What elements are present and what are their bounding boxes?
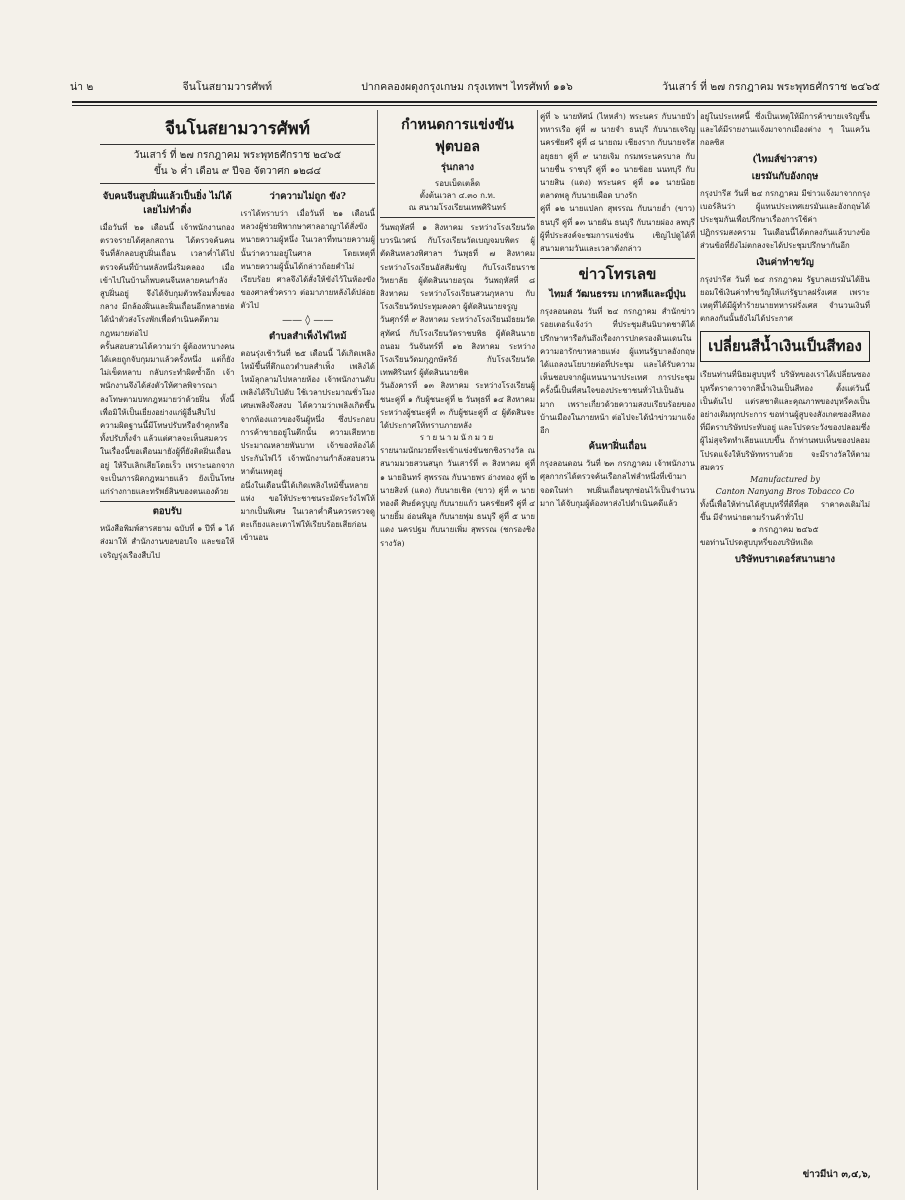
column-divider — [697, 110, 698, 1190]
article-body: รายนามนักมวยที่จะเข้าแข่งขันชกชิงรางวัล ณ สนามมวยสวนสนุก วันเสาร์ที่ ๓ สิงหาคม คู่ที่ ๑ นายอินทร์ สุพรรณ กับนายพร อ่างทอง คู่ที่ ๒ นายสิงห์ (แดง) กับนายเชิด (ขาว) คู่ที่ ๓ นายทองดี ศิษย์ครูบุญ กับนายแก้ว นครชัยศรี คู่ที่ ๔ นายยิ้ม อ่อนพิมูล กับนายพุ่ม ธนบุรี คู่ที่ ๕ นายแดง นครปฐม กับนายเพิ่ม สุพรรณ (ชกรองชิงรางวัล) — [380, 446, 535, 548]
page-number: น่า ๒ — [70, 81, 94, 93]
header-rule-thick — [72, 101, 877, 103]
article-body: ครั้นสอบสวนได้ความว่า ผู้ต้องหาบางคนได้เคยถูกจับกุมมาแล้วครั้งหนึ่ง แต่ก็ยังไม่เข็ดหลาบ กลับกระทำผิดซ้ำอีก เจ้าพนักงานจึงได้ส่งตัวให้ศาลพิจารณาลงโทษตามบทกฎหมายว่าด้วยฝิ่น ทั้งนี้เพื่อมิให้เป็นเยี่ยงอย่างแก่ผู้อื่นสืบไป ความผิดฐานนี้มีโทษปรับหรือจำคุกหรือทั้งปรับทั้งจำ แล้วแต่ศาลจะเห็นสมควร — [100, 341, 235, 444]
news-heading: ค้นหาฝิ่นเถื่อน — [588, 441, 647, 453]
divider — [380, 217, 535, 218]
news-heading: ข่าวโทรเลข — [578, 265, 657, 284]
page-header — [70, 78, 880, 95]
column-divider — [377, 110, 378, 1190]
venue-label: รอบเบ็ดเตล็ด — [434, 179, 481, 188]
divider — [540, 258, 695, 259]
article-body: คู่ที่ ๑๒ นายแปลก สุพรรณ กับนายอ่ำ (ขาว) ธนบุรี คู่ที่ ๑๓ นายผัน ธนบุรี กับนายผ่อง ลพบุรี ผู้ที่ประสงค์จะชมการแข่งขัน เชิญไปดูได้ที่สนามตามวันและเวลาดังกล่าว — [540, 204, 695, 254]
advertisement-body: ขอท่านโปรดสูบบุหรี่ของบริษัทเถิด — [700, 538, 813, 548]
maker-label: Manufactured by — [750, 475, 820, 485]
article-body: อนึ่งในเดือนนี้ได้เกิดเพลิงไหม้ขึ้นหลายแห่ง ขอให้ประชาชนระมัดระวังไฟให้มากเป็นพิเศษ ในเวลาค่ำคืนควรตรวจดูตะเกียงและเตาไฟให้เรียบร้อยเสียก่อนเข้านอน — [240, 480, 375, 543]
article-body: กรุงปารีส วันที่ ๒๔ กรกฎาคม รัฐบาลเยรมันได้ยินยอมใช้เงินค่าทำขวัญให้แก่รัฐบาลฝรั่งเศส เพราะเหตุที่ได้มีผู้ทำร้ายนายทหารฝรั่งเศส จำนวนเงินที่ตกลงกันนั้นยังไม่ได้ประกาศ — [700, 274, 870, 324]
article-body: เราได้ทราบว่า เมื่อวันที่ ๒๑ เดือนนี้ หลวงผู้ช่วยพิพากษาศาลอาญาได้สั่งขังทนายความผู้หนึ่ง ในเวลาที่ทนายความผู้นั้นว่าความอยู่ในศาล โดยเหตุที่ทนายความผู้นั้นได้กล่าวถ้อยคำไม่เรียบร้อย ศาลจึงได้สั่งให้ขังไว้ในห้องขังของศาลชั่วคราว ต่อมาภายหลังได้ปล่อยตัวไป — [240, 209, 375, 311]
header-paper-title: จีนโนสยามวารศัพท์ — [182, 81, 273, 93]
masthead: จีนโนสยามวารศัพท์ — [165, 119, 310, 139]
column-1 — [100, 110, 375, 562]
header-printer: ปากคลองผดุงกรุงเกษม กรุงเทพฯ ไทรศัพท์ ๑๑๖ — [361, 81, 573, 93]
time-label: ตั้งต้นเวลา ๔.๓๐ ก.ท. — [419, 191, 496, 200]
column-divider — [537, 110, 538, 1190]
article-body: วันอังคารที่ ๑๓ สิงหาคม ระหว่างโรงเรียนผู้ชนะคู่ที่ ๑ กับผู้ชนะคู่ที่ ๒ วันพุธที่ ๑๔ สิงหาคม ระหว่างผู้ชนะคู่ที่ ๓ กับผู้ชนะคู่ที่ ๔ ผู้ตัดสินจะได้ประกาศให้ทราบภายหลัง — [380, 381, 535, 431]
article-body: ตอนรุ่งเช้าวันที่ ๒๕ เดือนนี้ ได้เกิดเพลิงไหม้ขึ้นที่ตึกแถวตำบลสำเพ็ง เพลิงได้ไหม้ลุกลามไปหลายห้อง เจ้าพนักงานดับเพลิงได้รีบไปดับ ใช้เวลาประมาณชั่วโมงเศษเพลิงจึงสงบ ได้ความว่าเพลิงเกิดขึ้นจากห้องแถวของจีนผู้หนึ่ง ซึ่งประกอบการค้าขายอยู่ในตึกนั้น ความเสียหายประมาณหลายพันบาท เจ้าของห้องได้ประกันไฟไว้ เจ้าพนักงานกำลังสอบสวนหาต้นเหตุอยู่ — [240, 348, 375, 477]
advertisement-date: ๑ กรกฎาคม ๒๔๖๕ — [751, 525, 819, 535]
issue-date: วันเสาร์ ที่ ๒๗ กรกฎาคม พระพุทธศักราช ๒๔๖๕ — [133, 150, 342, 161]
article-body: ในเรื่องนี้ขอเตือนมายังผู้ที่ยังติดฝิ่นเถื่อนอยู่ ให้รีบเลิกเสียโดยเร็ว เพราะนอกจากจะเป็นการผิดกฎหมายแล้ว ยังเป็นโทษแก่ร่างกายและทรัพย์สินของตนเองด้วย — [100, 447, 235, 497]
divider — [100, 144, 375, 145]
column-3 — [540, 110, 695, 510]
article-body: หนังสือพิมพ์สารสยาม ฉบับที่ ๑ ปีที่ ๑ ได้ส่งมาให้ สำนักงานขอขอบใจ และขอให้เจริญรุ่งเรืองสืบไป — [100, 524, 235, 560]
maker-name: Canton Nanyang Bros Tobacco Co — [715, 487, 855, 497]
article-heading: กำหนดการแข่งขัน ฟุตบอล — [401, 117, 514, 155]
header-date: วันเสาร์ ที่ ๒๗ กรกฎาคม พระพุทธศักราช ๒๔๖๕ — [662, 81, 880, 93]
divider — [100, 501, 235, 502]
article-heading: (ไทมส์ข่าวสาร) — [752, 153, 818, 165]
lunar-date: ขึ้น ๖ ค่ำ เดือน ๙ ปีจอ จัตวาศก ๑๒๘๔ — [153, 166, 322, 177]
article-subheading: รุ่นกลาง — [440, 162, 475, 173]
news-subheading: ไทมส์ วัฒนธรรม เกาหลีและญี่ปุ่น — [549, 289, 686, 301]
advertisement-title: เปลี่ยนสีน้ำเงินเป็นสีทอง — [700, 331, 870, 362]
article-body: กรุงปารีส วันที่ ๒๔ กรกฎาคม มีข่าวแจ้งมาจากกรุงเบอร์ลินว่า ผู้แทนประเทศเยรมันและอังกฤษได้ประชุมกันเพื่อปรึกษาเรื่องการใช้ค่าปฏิกรรมสงคราม ในเดือนนี้ได้ตกลงกันแล้วบางข้อ ส่วนข้อที่ยังไม่ตกลงจะได้ประชุมปรึกษากันอีก — [700, 188, 870, 251]
section-divider: รายนามนักมวย — [419, 433, 496, 443]
article-heading: ตำบลสำเพ็งไฟไหม้ — [269, 330, 347, 342]
article-body: คู่ที่ ๖ นายทัศน์ (ไหหลำ) พระนคร กับนายบัว ทหารเรือ คู่ที่ ๗ นายจำ ธนบุรี กับนายเจริญ นครชัยศรี คู่ที่ ๘ นายถม เชียงราก กับนายจรัส อยุธยา คู่ที่ ๙ นายเจิม กรมพระนครบาล กับนายชื่น ราชบุรี คู่ที่ ๑๐ นายช้อย นนทบุรี กับนายสิน (แดง) พระนคร คู่ที่ ๑๑ นายน้อย ตลาดพลู กับนายเผือด บางรัก — [540, 112, 695, 201]
column-2 — [380, 110, 535, 550]
advertisement-body: เรียนท่านที่นิยมสูบบุหรี่ บริษัทของเราได้เปลี่ยนซองบุหรี่ตราดาวจากสีน้ำเงินเป็นสีทอง ตั้งแต่วันนี้เป็นต้นไป แต่รสชาติและคุณภาพของบุหรี่คงเป็นอย่างเดิมทุกประการ ขอท่านผู้สูบจงสังเกตซองสีทองที่มีตราบริษัทประทับอยู่ และโปรดระวังของปลอมซึ่งผู้ไม่สุจริตทำเลียนแบบขึ้น ถ้าท่านพบเห็นของปลอมโปรดแจ้งให้บริษัททราบด้วย จะมีรางวัลให้ตามสมควร — [700, 370, 870, 472]
place-label: ณ สนามโรงเรียนเทพศิรินทร์ — [408, 203, 507, 212]
column-4 — [700, 110, 870, 570]
article-heading: ว่าความไม่ถูก ขัง? — [269, 191, 346, 202]
article-heading: จับคนจีนสูบฝิ่นแล้วเป็นยิ่ง ไม่ได้เลยไม่ทำดิ่ง — [102, 191, 232, 216]
advertisement-body: ทั้งนี้เพื่อให้ท่านได้สูบบุหรี่ที่ดีที่สุด ราคาคงเดิมไม่ขึ้น มีจำหน่ายตามร้านค้าทั่วไป — [700, 500, 870, 523]
header-rule-thin — [72, 105, 877, 106]
article-body: วันพฤหัสที่ ๑ สิงหาคม ระหว่างโรงเรียนวัดบวรนิเวศน์ กับโรงเรียนวัดเบญจมบพิตร ผู้ตัดสินหลวงพิศาลฯ วันพุธที่ ๗ สิงหาคม ระหว่างโรงเรียนอัสสัมชัญ กับโรงเรียนราชวิทยาลัย ผู้ตัดสินนายอรุณ วันพฤหัสที่ ๘ สิงหาคม ระหว่างโรงเรียนสวนกุหลาบ กับโรงเรียนวัดประทุมคงคา ผู้ตัดสินนายจรูญ — [380, 223, 535, 312]
divider — [100, 183, 375, 184]
ornament: —— ◊ —— — [282, 314, 334, 326]
article-heading: เยรมันกับอังกฤษ — [751, 170, 819, 182]
article-heading: ตอบรับ — [152, 506, 182, 518]
column-1-right — [241, 187, 376, 562]
continued-note: ข่าวมีน่า ๓,๔,๖, — [802, 1169, 871, 1180]
company-name: บริษัทบราเดอร์สนานยาง — [734, 553, 835, 565]
article-body: เมื่อวันที่ ๒๑ เดือนนี้ เจ้าพนักงานกองตรวจรายได้ศุลกสถาน ได้ตรวจค้นคนจีนที่ลักลอบสูบฝิ่นเถื่อน เวลาค่ำได้ไปตรวจค้นที่บ้านหลังหนึ่งริมคลอง เมื่อเข้าไปในบ้านก็พบคนจีนหลายคนกำลังสูบฝิ่นอยู่ จึงได้จับกุมตัวพร้อมทั้งของกลาง มีกล้องฝิ่นและฝิ่นเถื่อนอีกหลายห่อ ได้นำตัวส่งโรงพักเพื่อดำเนินคดีตามกฎหมายต่อไป — [100, 223, 235, 338]
article-body: วันศุกร์ที่ ๙ สิงหาคม ระหว่างโรงเรียนมัธยมวัดสุทัศน์ กับโรงเรียนวัดราชบพิธ ผู้ตัดสินนายถนอม วันจันทร์ที่ ๑๒ สิงหาคม ระหว่างโรงเรียนวัดมกุฎกษัตริย์ กับโรงเรียนวัดเทพศิรินทร์ ผู้ตัดสินนายชิต — [380, 315, 535, 378]
column-1-left — [100, 187, 235, 562]
article-body: กรุงลอนดอน วันที่ ๒๓ กรกฎาคม เจ้าพนักงานศุลกากรได้ตรวจค้นเรือกลไฟลำหนึ่งที่เข้ามาจอดในท่า พบฝิ่นเถื่อนซุกซ่อนไว้เป็นจำนวนมาก ได้จับกุมผู้ต้องหาส่งไปดำเนินคดีแล้ว — [540, 459, 695, 508]
article-body: กรุงลอนดอน วันที่ ๒๔ กรกฎาคม สำนักข่าวรอยเตอร์แจ้งว่า ที่ประชุมสันนิบาตชาติได้ปรึกษาหารือกันถึงเรื่องการปกครองดินแดนในความอารักขาหลายแห่ง ผู้แทนรัฐบาลอังกฤษได้แถลงนโยบายต่อที่ประชุม และได้รับความเห็นชอบจากผู้แทนนานาประเทศ การประชุมครั้งนี้เป็นที่สนใจของประชาชนทั่วไปเป็นอันมาก เพราะเกี่ยวด้วยความสงบเรียบร้อยของบ้านเมืองในภายหน้า ต่อไปจะได้นำข่าวมาแจ้งอีก — [540, 307, 695, 436]
article-heading: เงินค่าทำขวัญ — [756, 256, 814, 268]
article-body: อยู่ในประเทศนี้ ซึ่งเป็นเหตุให้มีการค้าขายเจริญขึ้น และได้มีรายงานแจ้งมาจากเมืองต่าง ๆ ในแคว้นกอลซิส — [700, 112, 870, 148]
